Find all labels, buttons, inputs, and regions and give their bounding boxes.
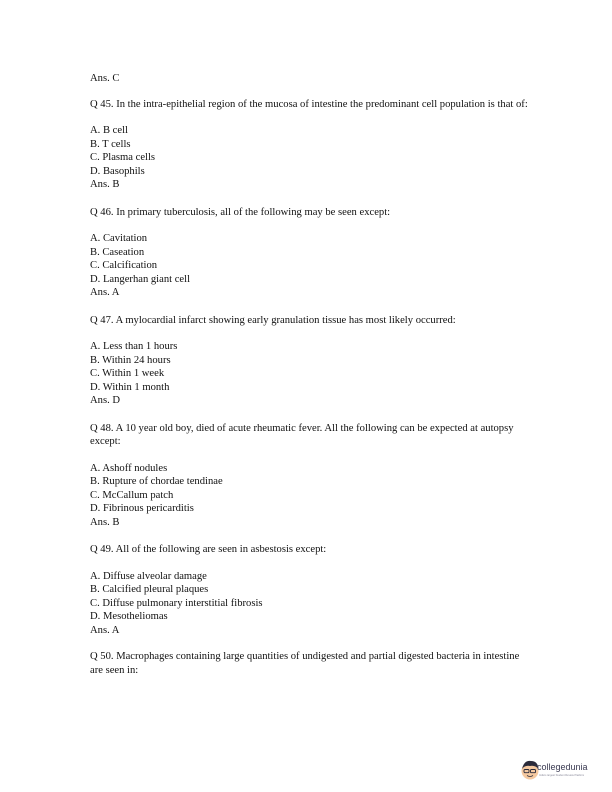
question-45 [90,98,530,192]
logo-wordmark: collegedunia [537,762,588,772]
option-list [90,340,530,394]
option-b: B. T cells [90,138,131,150]
option-c: C. Plasma cells [90,152,156,163]
option-d: D. Basophils [90,165,145,177]
option-b: B. Caseation [90,246,145,258]
option-b: B. Calcified pleural plaques [90,584,209,595]
option-a: A. Less than 1 hours [90,341,178,352]
options-block [90,340,530,408]
options-block [90,124,530,192]
question-text: Q 48. A 10 year old boy, died of acute rheumatic fever. All the following can be expected at autopsy except: [90,422,514,447]
question-text: Q 47. A mylocardial infarct showing early granulation tissue has most likely occurred: [90,314,456,326]
option-a: A. B cell [90,125,128,136]
option-a: A. Cavitation [90,233,148,244]
previous-answer: Ans. C [90,73,120,84]
question-text: Q 49. All of the following are seen in asbestosis except: [90,544,327,555]
option-list [90,232,530,286]
option-c: C. McCallum patch [90,489,174,501]
option-list [90,124,530,178]
option-a: A. Ashoff nodules [90,462,168,474]
option-d: D. Within 1 month [90,381,170,393]
question-49 [90,543,530,637]
answer: Ans. A [90,287,120,298]
answer: Ans. D [90,395,121,406]
option-b: B. Within 24 hours [90,354,171,366]
option-d: D. Mesotheliomas [90,611,168,622]
question-text: Q 50. Macrophages containing large quantities of undigested and partial digested bacteria in intestine are seen in: [90,651,520,676]
question-46 [90,206,530,300]
question-50 [90,650,530,677]
answer: Ans. A [90,624,120,636]
options-block [90,462,530,530]
option-list [90,462,530,516]
logo-tagline: India's largest Student Review Platform [539,774,585,777]
page-content [90,72,530,677]
question-text: Q 46. In primary tuberculosis, all of the following may be seen except: [90,206,391,218]
option-c: C. Within 1 week [90,368,165,379]
answer: Ans. B [90,516,120,528]
options-block [90,570,530,638]
option-a: A. Diffuse alveolar damage [90,570,207,582]
option-d: D. Langerhan giant cell [90,273,191,285]
option-c: C. Calcification [90,260,158,271]
option-b: B. Rupture of chordae tendinae [90,476,223,487]
option-c: C. Diffuse pulmonary interstitial fibrosis [90,597,263,609]
question-47 [90,314,530,408]
option-d: D. Fibrinous pericarditis [90,503,194,514]
question-text: Q 45. In the intra-epithelial region of the mucosa of intestine the predominant cell population is that of: [90,98,528,110]
options-block [90,232,530,300]
option-list [90,570,530,624]
question-48 [90,422,530,530]
answer: Ans. B [90,179,120,190]
